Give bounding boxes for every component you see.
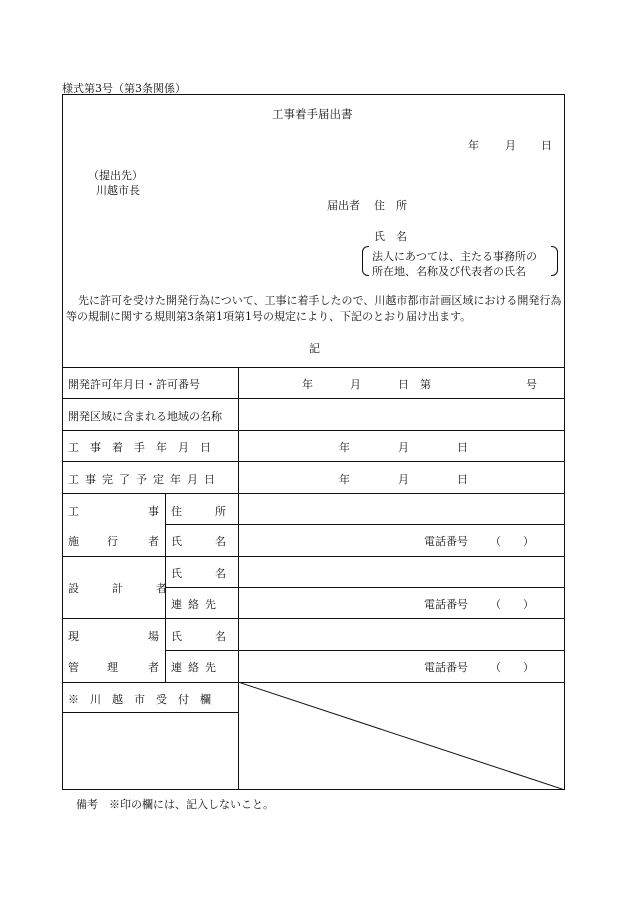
finish-year: 年 [339,473,350,486]
permit-dai: 第 [420,378,431,391]
manager-label-char: 者 [148,661,159,674]
table-top-line [62,367,565,368]
row-line [62,618,565,619]
contractor-phone-label: 電話番号 [424,535,468,548]
row-line [62,430,565,431]
contractor-name-label: 氏 名 [171,535,237,548]
contractor-address-label: 住 所 [171,505,237,518]
corporate-note-line1: 法人にあつては、主たる事務所の [372,250,537,263]
designer-label: 設 計 者 [68,582,178,595]
start-date-label: 工事着手年月日 [68,441,222,454]
designer-name-label: 氏 名 [171,567,237,580]
designer-phone-paren: （ ） [490,598,534,611]
form-number-label: 様式第3号（第3条関係） [62,82,186,95]
permit-month: 月 [350,378,361,391]
footer-note: 備考 ※印の欄には、記入しないこと。 [76,798,274,811]
date-month: 月 [505,139,516,152]
ki-label: 記 [309,342,320,355]
start-month: 月 [398,441,409,454]
designer-contact-label: 連絡先 [171,598,222,611]
recipient-name: 川越市長 [96,184,140,197]
finish-month: 月 [398,473,409,486]
contractor-label-char: 工 [68,505,79,518]
finish-day: 日 [457,473,468,486]
manager-label-char: 理 [107,661,118,674]
row-line [62,493,565,494]
date-year: 年 [468,139,479,152]
row-line [165,524,565,525]
manager-name-label: 氏 名 [171,630,237,643]
permit-label: 開発許可年月日・許可番号 [68,378,200,391]
row-line [62,461,565,462]
manager-label-char: 場 [148,630,159,643]
recipient-label: （提出先） [88,169,143,182]
contractor-label-char: 者 [148,535,159,548]
row-line [62,398,565,399]
manager-phone-label: 電話番号 [424,661,468,674]
corporate-note-line2: 所在地、名称及び代表者の氏名 [372,265,526,278]
finish-date-label: 工事完了予定年月日 [68,473,221,486]
area-label: 開発区域に含まれる地域の名称 [68,410,222,423]
row-line [62,556,565,557]
contractor-phone-paren: （ ） [490,535,534,548]
row-line [165,650,565,651]
manager-phone-paren: （ ） [490,661,534,674]
contractor-label-char: 施 [68,535,79,548]
row-line [62,712,238,713]
permit-day: 日 [398,378,409,391]
manager-label-char: 現 [68,630,79,643]
designer-phone-label: 電話番号 [424,598,468,611]
start-year: 年 [339,441,350,454]
diagonal-strike [238,682,565,790]
contractor-label-char: 事 [148,505,159,518]
row-line [165,587,565,588]
applicant-name-label: 氏 名 [374,230,407,243]
manager-contact-label: 連絡先 [171,661,222,674]
permit-go: 号 [526,378,537,391]
reception-label: ※川越市受付欄 [68,693,222,706]
start-day: 日 [457,441,468,454]
form-title: 工事着手届出書 [272,107,353,121]
declaration-text: 先に許可を受けた開発行為について、工事に着手したので、川越市都市計画区域における開発行為等の規制に関する規則第3条第1項第1号の規定により、下記のとおり届け出ます。 [66,294,562,323]
permit-year: 年 [302,378,313,391]
applicant-address-label: 住 所 [374,199,407,212]
date-day: 日 [541,139,552,152]
contractor-label-char: 行 [107,535,118,548]
applicant-label: 届出者 [327,199,360,212]
manager-label-char: 管 [68,661,79,674]
